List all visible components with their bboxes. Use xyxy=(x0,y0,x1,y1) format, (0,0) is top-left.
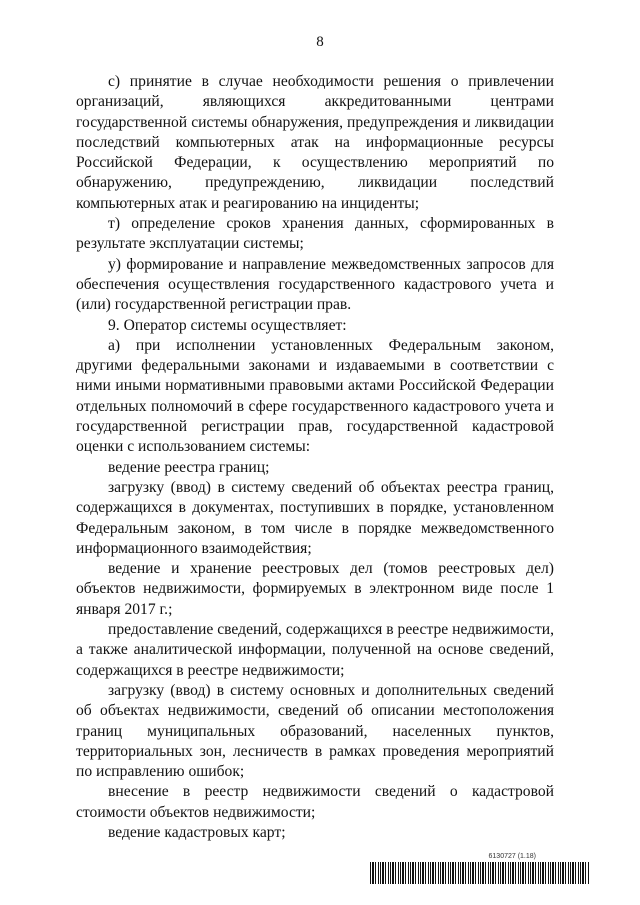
paragraph-item-u: у) формирование и направление межведомственных запросов для обеспечения осуществления государственного кадастрового учета и (или) государственной регистрации прав. xyxy=(76,255,554,314)
barcode-image xyxy=(370,862,590,884)
paragraph-item-a: а) при исполнении установленных Федеральным законом, другими федеральными законами и издаваемыми в соответствии с ними иными нормативными правовыми актами Российской Федерации отдельных полномочий в сфере государственного кадастрового учета и государственной регистрации прав, государственной кадастровой оценки с использованием системы: xyxy=(76,336,554,456)
paragraph-item-s: с) принятие в случае необходимости решения о привлечении организаций, являющихся аккредитованными центрами государственной системы обнаружения, предупреждения и ликвидации последствий компьютерных атак на информационные ресурсы Российской Федерации, к осуществлению мероприятий по обнаружению, предупреждению, ликвидации последствий компьютерных атак и реагированию на инциденты; xyxy=(76,73,554,212)
page-number: 8 xyxy=(316,34,324,50)
list-item: ведение кадастровых карт; xyxy=(108,823,286,841)
paragraph-item-t: т) определение сроков хранения данных, сформированных в результате эксплуатации системы; xyxy=(76,215,554,253)
document-code: 6130727 (1.18) xyxy=(488,853,536,860)
section-9-heading: 9. Оператор системы осуществляет: xyxy=(108,316,347,334)
list-item: загрузку (ввод) в систему основных и дополнительных сведений об объектах недвижимости, сведений об описании местоположения границ муниципальных образований, населенных пунктов, территориальных зон, лесничеств в рамках проведения мероприятий по исправлению ошибок; xyxy=(76,681,554,781)
document-footer xyxy=(370,853,590,887)
list-item: загрузку (ввод) в систему сведений об объектах реестра границ, содержащихся в документах, поступивших в порядке, установленном Федеральным законом, в том числе в порядке межведомственного информационного взаимодействия; xyxy=(76,478,554,557)
list-item: внесение в реестр недвижимости сведений о кадастровой стоимости объектов недвижимости; xyxy=(76,783,554,821)
list-item: ведение реестра границ; xyxy=(108,458,270,476)
document-body xyxy=(76,72,554,843)
list-item: предоставление сведений, содержащихся в реестре недвижимости, а также аналитической информации, полученной на основе сведений, содержащихся в реестре недвижимости; xyxy=(76,621,554,679)
list-item: ведение и хранение реестровых дел (томов реестровых дел) объектов недвижимости, формируемых в электронном виде после 1 января 2017 г.; xyxy=(76,560,554,618)
